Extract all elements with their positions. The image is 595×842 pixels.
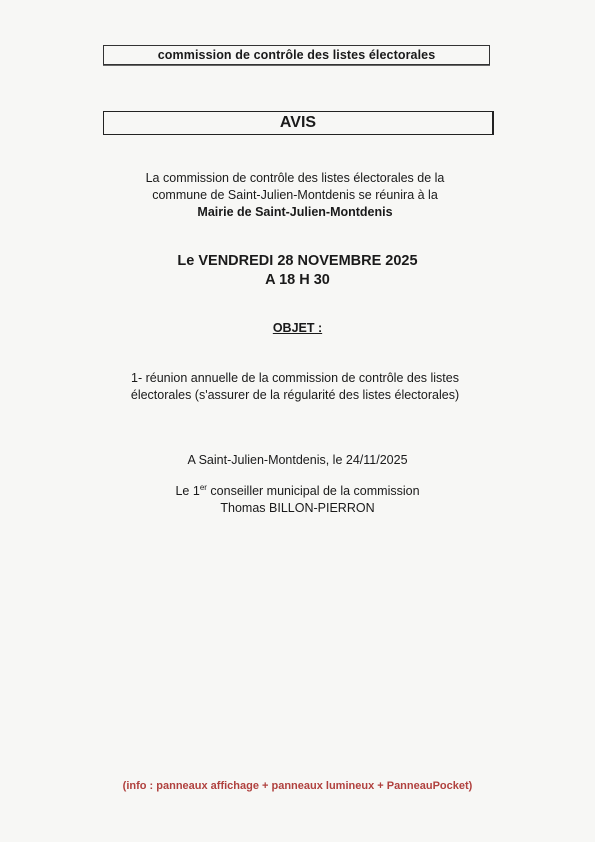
intro-paragraph [100,170,490,221]
objet-heading [100,320,495,336]
header-title-box [103,45,490,65]
meeting-time: A 18 H 30 [265,272,330,288]
meeting-date-block [100,252,495,290]
objet-line-1: 1- réunion annuelle de la commission de contrôle des listes [131,371,459,385]
objet-description [90,370,500,404]
signature-name: Thomas BILLON-PIERRON [220,501,375,515]
objet-line-2: électorales (s'assurer de la régularité des listes électorales) [130,388,460,402]
meeting-date: Le VENDREDI 28 NOVEMBRE 2025 [177,253,418,269]
signature-suffix: conseiller municipal de la commission [206,484,420,498]
notice-label-box [103,111,494,135]
footer-info-note: (info : panneaux affichage + panneaux lumineux + PanneauPocket) [122,780,473,792]
place-date: A Saint-Julien-Montdenis, le 24/11/2025 [187,453,408,467]
signature-block [100,483,495,517]
header-title: commission de contrôle des listes électorales [157,48,436,62]
intro-venue: Mairie de Saint-Julien-Montdenis [197,205,393,219]
signature-title [100,483,495,500]
intro-line-2: commune de Saint-Julien-Montdenis se réunira à la [152,188,438,202]
signature-prefix: Le 1 [175,484,200,498]
notice-label: AVIS [279,114,317,131]
signature-sup: er [199,482,207,492]
objet-colon: : [314,321,323,335]
objet-label: OBJET [272,321,315,335]
intro-line-1: La commission de contrôle des listes électorales de la [145,171,445,185]
